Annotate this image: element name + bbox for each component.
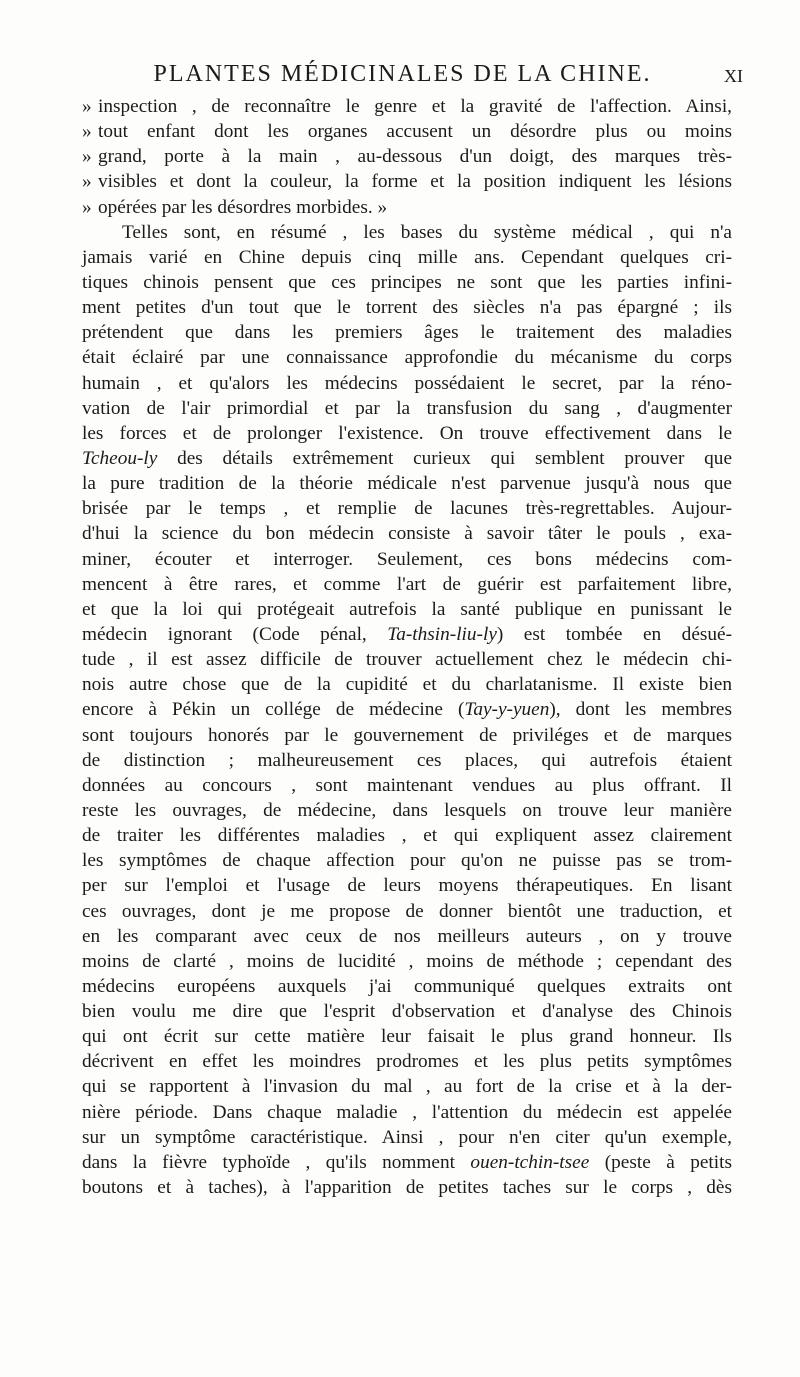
text-line [82,974,732,999]
text-line [82,823,732,848]
text-line [82,270,732,295]
text-line [82,421,732,446]
line-text: et que la loi qui protégeait autrefois la santé publique en punissant le [82,598,732,620]
line-text: qui ont écrit sur cette matière leur faisait le plus grand honneur. Ils [82,1026,732,1048]
text-line [82,169,732,194]
line-text: nière période. Dans chaque maladie , l'attention du médecin est appelée [82,1101,732,1123]
text-line [82,345,732,370]
text-line [82,572,732,597]
line-text: sont toujours honorés par le gouvernement de priviléges et de marques [82,724,732,746]
line-text: nois autre chose que de la cupidité et du charlatanisme. Il existe bien [82,674,732,696]
running-title: PLANTES MÉDICINALES DE LA CHINE. [153,61,652,87]
line-text: prétendent que dans les premiers âges le traitement des maladies [82,322,732,344]
line-text: encore à Pékin un collége de médecine ( [82,699,465,721]
line-text: Telles sont, en résumé , les bases du système médical , qui n'a [122,221,732,243]
text-line [82,848,732,873]
text-line [82,1024,732,1049]
line-text: les symptômes de chaque affection pour qu'on ne puisse pas se trom- [82,850,732,872]
line-text: moins de clarté , moins de lucidité , moins de méthode ; cependant des [82,950,732,972]
text-line [82,899,732,924]
text-line [82,295,732,320]
line-text: de traiter les différentes maladies , et qui expliquent assez clairement [82,825,732,847]
text-line [82,1150,732,1175]
text-line [82,471,732,496]
text-line [82,873,732,898]
line-text: de distinction ; malheureusement ces places, qui autrefois étaient [82,749,732,771]
text-line [82,1049,732,1074]
text-line [82,1175,732,1200]
text-line [82,622,732,647]
line-text: sur un symptôme caractéristique. Ainsi , pour n'en citer qu'un exemple, [82,1126,732,1148]
text-line [82,446,732,471]
line-text: décrivent en effet les moindres prodromes et les plus petits symptômes [82,1051,732,1073]
line-text: brisée par le temps , et remplie de lacunes très-regrettables. Aujour- [82,498,732,520]
quote-mark: » [82,171,92,193]
line-text: en les comparant avec ceux de nos meilleurs auteurs , on y trouve [82,925,732,947]
text-line [82,999,732,1024]
italic-term: Tcheou-ly [82,447,158,469]
text-line [82,773,732,798]
line-text: mencent à être rares, et comme l'art de guérir est parfaitement libre, [82,573,732,595]
italic-term: Ta-thsin-liu-ly [387,623,497,645]
line-text: les forces et de prolonger l'existence. On trouve effectivement dans le [82,422,732,444]
text-line [82,245,732,270]
line-text: bien voulu me dire que l'esprit d'observation et d'analyse des Chinois [82,1001,732,1023]
line-text: ) est tombée en désué- [496,623,732,645]
page-number: XI [724,66,743,86]
text-line [82,748,732,773]
body-text [82,94,732,1200]
line-text: visibles et dont la couleur, la forme et la position indiquent les lésions [98,171,732,193]
line-text: médecins européens auxquels j'ai communiqué quelques extraits ont [82,975,732,997]
line-text: la pure tradition de la théorie médicale n'est parvenue jusqu'à nous que [82,473,732,495]
text-line [82,1074,732,1099]
line-text: vation de l'air primordial et par la transfusion du sang , d'augmenter [82,397,732,419]
text-line [82,521,732,546]
quote-mark: » [82,146,92,168]
text-line [82,647,732,672]
line-text: données au concours , sont maintenant vendues au plus offrant. Il [82,774,732,796]
quote-mark: » [82,121,92,143]
line-text: tiques chinois pensent que ces principes ne sont que les parties infini- [82,271,732,293]
text-line [82,924,732,949]
line-text: ment petites d'un tout que le torrent des siècles n'a pas épargné ; ils [82,297,732,319]
quote-mark: » [82,196,92,218]
line-text: qui se rapportent à l'invasion du mal , au fort de la crise et à la der- [82,1076,732,1098]
line-text: opérées par les désordres morbides. » [98,196,388,218]
text-line [82,697,732,722]
line-text: per sur l'emploi et l'usage de leurs moyens thérapeutiques. En lisant [82,875,732,897]
line-text: tude , il est assez difficile de trouver actuellement chez le médecin chi- [82,649,732,671]
text-line [82,144,732,169]
line-text: grand, porte à la main , au-dessous d'un doigt, des marques très- [98,146,732,168]
line-text: tout enfant dont les organes accusent un désordre plus ou moins [98,121,732,143]
line-text: des détails extrêmement curieux qui semblent prouver que [157,447,732,469]
line-text: ), dont les membres [549,699,732,721]
text-line [82,597,732,622]
quote-mark: » [82,96,92,117]
running-head [70,58,743,90]
text-line [82,723,732,748]
line-text: dans la fièvre typhoïde , qu'ils nomment [82,1151,471,1173]
line-text: (peste à petits [589,1151,732,1173]
line-text: reste les ouvrages, de médecine, dans lesquels on trouve leur manière [82,799,732,821]
text-line [82,949,732,974]
text-line [82,496,732,521]
text-line [82,547,732,572]
line-text: d'hui la science du bon médecin consiste à savoir tâter le pouls , exa- [82,523,732,545]
line-text: médecin ignorant (Code pénal, [82,623,388,645]
line-text: boutons et à taches), à l'apparition de petites taches sur le corps , dès [82,1177,732,1199]
text-line [82,1100,732,1125]
text-line [82,672,732,697]
line-text: ces ouvrages, dont je me propose de donner bientôt une traduction, et [82,900,732,922]
italic-term: ouen-tchin-tsee [470,1151,590,1173]
text-line [82,119,732,144]
line-text: inspection , de reconnaître le genre et la gravité de l'affection. Ainsi, [98,96,732,117]
line-text: était éclairé par une connaissance approfondie du mécanisme du corps [82,347,732,369]
line-text: miner, écouter et interroger. Seulement, ces bons médecins com- [82,548,732,570]
text-line [82,94,732,119]
text-line [82,371,732,396]
italic-term: Tay-y-yuen [464,699,550,721]
text-line [82,220,732,245]
text-line [82,1125,732,1150]
text-line [82,195,732,220]
text-line [82,798,732,823]
line-text: jamais varié en Chine depuis cinq mille ans. Cependant quelques cri- [82,246,732,268]
line-text: humain , et qu'alors les médecins possédaient le secret, par la réno- [82,372,732,394]
text-line [82,396,732,421]
text-line [82,320,732,345]
